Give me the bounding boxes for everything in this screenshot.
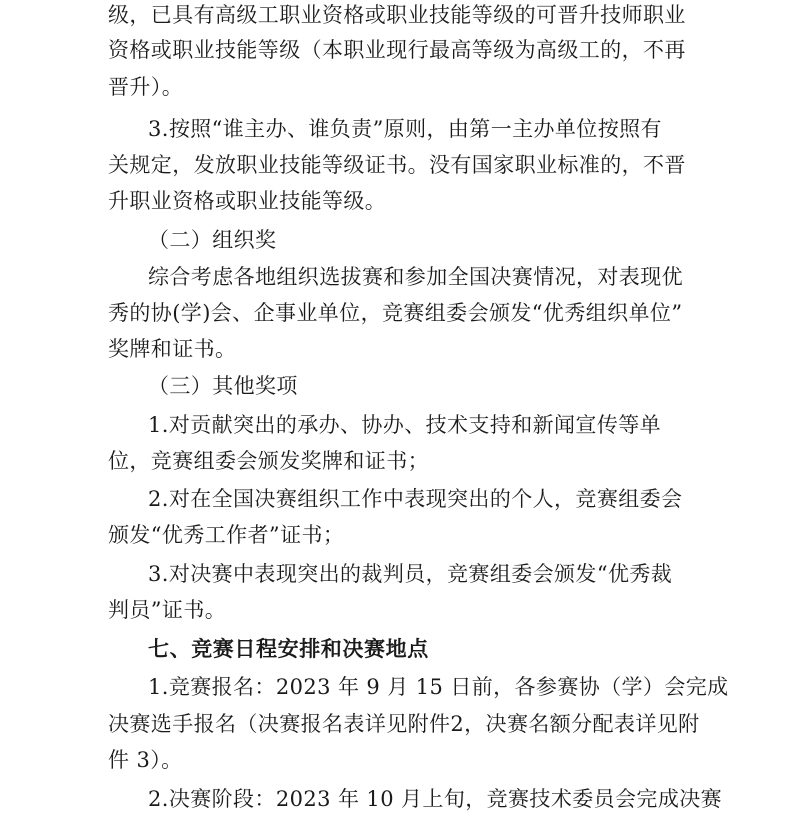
paragraph-line: 资格或职业技能等级（本职业现行最高等级为高级工的，不再 [108, 38, 686, 62]
paragraph-line: 2.对在全国决赛组织工作中表现突出的个人，竞赛组委会 [148, 487, 683, 511]
paragraph-line: 3.对决赛中表现突出的裁判员，竞赛组委会颁发“优秀裁 [148, 562, 673, 586]
paragraph-line: 位，竞赛组委会颁发奖牌和证书； [108, 449, 429, 473]
paragraph-line: 升职业资格或职业技能等级。 [108, 189, 387, 213]
paragraph-line: 颁发“优秀工作者”证书； [108, 523, 345, 547]
paragraph-line: 决赛选手报名（决赛报名表详见附件2，决赛名额分配表详见附 [108, 712, 700, 736]
paragraph-line: 关规定，发放职业技能等级证书。没有国家职业标准的，不晋 [108, 153, 686, 177]
section-heading: （三）其他奖项 [148, 374, 298, 398]
paragraph-line: 2.决赛阶段：2023 年 10 月上旬，竞赛技术委员会完成决赛 [148, 787, 723, 811]
paragraph-line: 综合考虑各地组织选拔赛和参加全国决赛情况，对表现优 [148, 265, 683, 289]
paragraph-line: 3.按照“谁主办、谁负责”原则，由第一主办单位按照有 [148, 117, 662, 141]
paragraph-line: 奖牌和证书。 [108, 337, 237, 361]
paragraph-line: 晋升）。 [108, 75, 184, 99]
paragraph-line: 1.竞赛报名：2023 年 9 月 15 日前，各参赛协（学）会完成 [148, 675, 729, 699]
paragraph-line: 1.对贡献突出的承办、协办、技术支持和新闻宣传等单 [148, 413, 662, 437]
paragraph-line: 件 3）。 [108, 748, 183, 772]
paragraph-line: 级，已具有高级工职业资格或职业技能等级的可晋升技师职业 [108, 3, 686, 27]
paragraph-line: 秀的协(学)会、企事业单位，竞赛组委会颁发“优秀组织单位” [108, 301, 683, 325]
chapter-heading: 七、竞赛日程安排和决赛地点 [148, 637, 429, 661]
section-heading: （二）组织奖 [148, 228, 277, 252]
paragraph-line: 判员”证书。 [108, 598, 227, 622]
